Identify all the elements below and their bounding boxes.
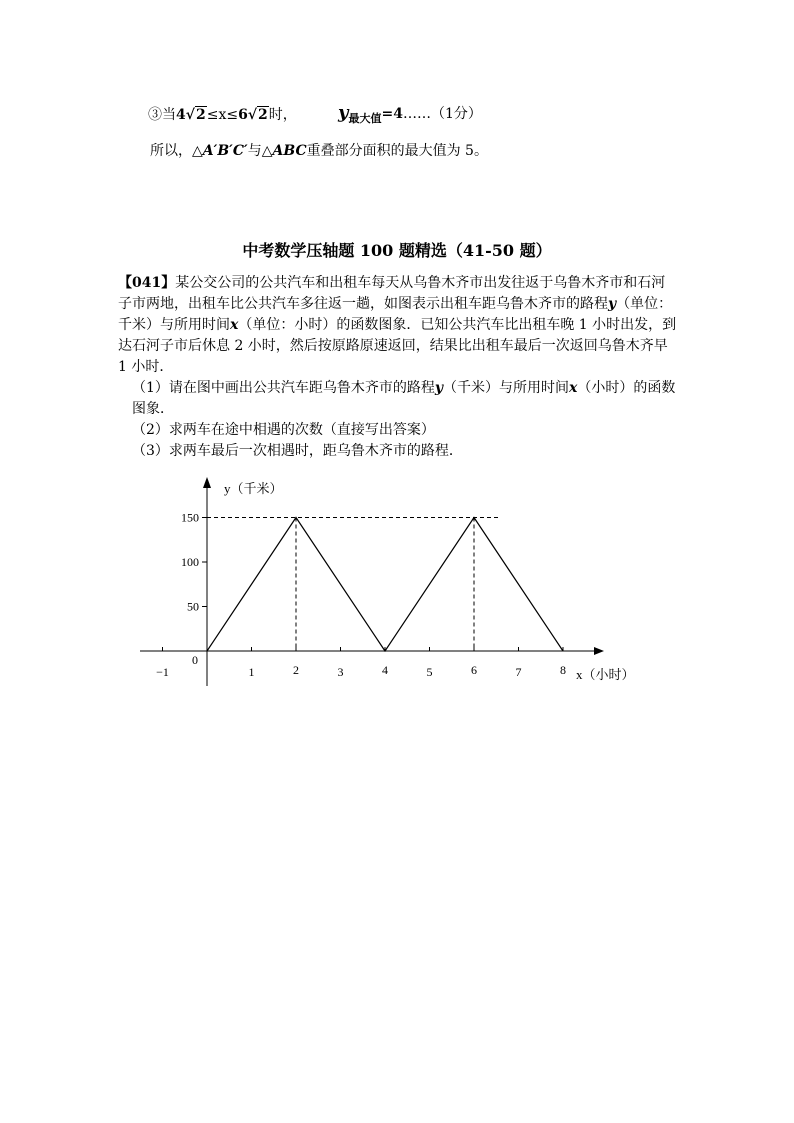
x-tick-label: 3: [337, 665, 344, 679]
section-title: 中考数学压轴题 100 题精选（41-50 题）: [242, 241, 552, 260]
le-2: ≤: [226, 107, 239, 123]
hi-coef: 6: [238, 107, 248, 123]
problem-text: [118, 273, 678, 462]
question-2: （2）求两车在途中相遇的次数（直接写出答案）: [132, 422, 435, 438]
q1-var-x: x: [569, 380, 578, 396]
sqrt-lo: √2: [185, 107, 206, 123]
q1-part: （1）请在图中画出公共汽车距乌鲁木齐市的路程: [132, 380, 435, 396]
lo-coef: 4: [176, 107, 186, 123]
ymax-y: y: [338, 102, 349, 123]
x-axis-arrow: [594, 647, 604, 655]
x-tick-label: 8: [560, 663, 566, 677]
x-tick-label: 1: [248, 665, 255, 679]
problem-stem: [118, 273, 678, 378]
x-tick-label: 4: [382, 663, 388, 677]
stem-var-y: y: [608, 296, 617, 312]
ymax-eq: =4: [381, 106, 403, 122]
y-tick-label: 100: [181, 555, 199, 569]
x-tick-label: 0: [192, 653, 198, 667]
conclusion-line: [150, 140, 488, 160]
ymax-line: [338, 102, 482, 126]
question-3: （3）求两车最后一次相遇时，距乌鲁木齐市的路程．: [132, 443, 463, 459]
stem-var-x: x: [230, 317, 239, 333]
triangle-1: A′B′C′: [202, 143, 248, 159]
x-tick-label: 6: [471, 663, 477, 677]
radicand-lo: 2: [195, 107, 206, 123]
stem-part: （单位：千米）与所用时间: [118, 296, 673, 333]
score-note: ……（1分）: [402, 106, 482, 122]
stem-part: （单位：小时）的函数图象．已知公共汽车比出租车晚 1 小时出发，到达石河子市后休息 2 小时，然后按原路原速返回，结果比出租车最后一次返回乌鲁木齐早 1 小时．: [118, 317, 677, 375]
question-1: [118, 378, 678, 420]
conclusion-mid: 与△: [247, 143, 273, 159]
case3-marker: ③当: [148, 107, 176, 123]
q1-part: （千米）与所用时间: [443, 380, 570, 396]
x-tick-label: −1: [156, 665, 169, 679]
var-x: x: [218, 107, 227, 123]
le-1: ≤: [206, 107, 219, 123]
y-tick-label: 50: [187, 599, 199, 614]
taxi-distance-line: [207, 518, 563, 652]
q1-part: （小时）的函数图象．: [132, 380, 676, 417]
y-axis-label: y（千米）: [224, 481, 283, 496]
case3-suffix: 时，: [268, 107, 297, 123]
stem-part: 某公交公司的公共汽车和出租车每天从乌鲁木齐市出发往返于乌鲁木齐市和石河子市两地，出租车比公共汽车多往返一趟，如图表示出租车距乌鲁木齐市的路程: [118, 275, 666, 312]
y-axis-arrow: [203, 477, 211, 488]
y-tick-label: 150: [181, 510, 199, 525]
problem-number: 【041】: [118, 275, 176, 291]
x-tick-label: 5: [426, 665, 433, 679]
x-tick-label: 2: [293, 663, 299, 677]
radicand-hi: 2: [258, 107, 268, 123]
conclusion-suffix: 重叠部分面积的最大值为 5。: [306, 143, 488, 159]
triangle-2: ABC: [272, 143, 307, 159]
x-tick-label: 7: [515, 665, 522, 679]
x-axis-label: x（小时）: [576, 667, 635, 682]
case3-line: [148, 104, 297, 124]
ymax-sub: 最大值: [348, 111, 382, 125]
conclusion-prefix: 所以，△: [150, 143, 203, 159]
sqrt-hi: √2: [247, 107, 268, 123]
q1-var-y: y: [434, 380, 444, 396]
